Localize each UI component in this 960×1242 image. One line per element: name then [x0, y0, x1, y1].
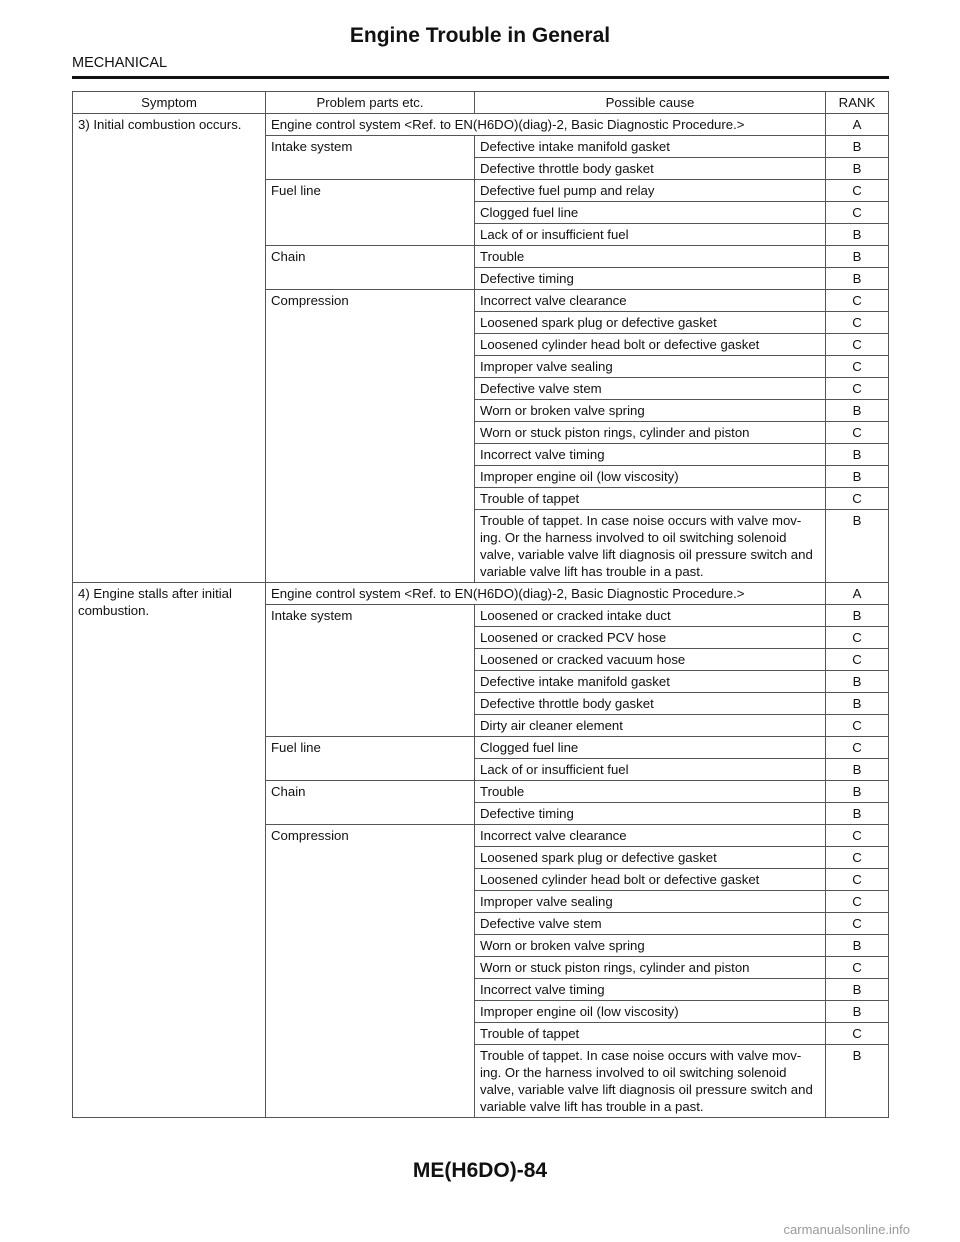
possible-cause-cell: Defective timing — [475, 803, 826, 825]
symptom-cell: 3) Initial combustion occurs. — [73, 114, 266, 583]
column-header-symptom: Symptom — [73, 92, 266, 114]
rank-cell: B — [826, 136, 889, 158]
trouble-table-body — [73, 92, 889, 1118]
rank-cell: B — [826, 158, 889, 180]
possible-cause-cell: Defective intake manifold gasket — [475, 671, 826, 693]
possible-cause-cell: Improper valve sealing — [475, 356, 826, 378]
problem-part-cell: Compression — [266, 825, 475, 1118]
problem-part-cell: Engine control system <Ref. to EN(H6DO)(diag)-2, Basic Diagnostic Procedure.> — [266, 583, 826, 605]
possible-cause-cell: Dirty air cleaner element — [475, 715, 826, 737]
rank-cell: B — [826, 400, 889, 422]
possible-cause-cell: Worn or stuck piston rings, cylinder and piston — [475, 422, 826, 444]
possible-cause-cell: Loosened spark plug or defective gasket — [475, 847, 826, 869]
possible-cause-cell: Loosened cylinder head bolt or defective gasket — [475, 334, 826, 356]
table-row — [73, 583, 889, 605]
possible-cause-cell: Trouble of tappet. In case noise occurs with valve mov- ing. Or the harness involved to oil switching solenoid valve, variable valve lift diagnosis oil pressure switch and variable valve lift has trouble in a past. — [475, 1045, 826, 1118]
possible-cause-cell: Clogged fuel line — [475, 737, 826, 759]
possible-cause-cell: Defective throttle body gasket — [475, 693, 826, 715]
rank-cell: B — [826, 693, 889, 715]
rank-cell: C — [826, 891, 889, 913]
rank-cell: B — [826, 935, 889, 957]
column-header-possible-cause: Possible cause — [475, 92, 826, 114]
possible-cause-cell: Defective throttle body gasket — [475, 158, 826, 180]
rank-cell: B — [826, 466, 889, 488]
possible-cause-cell: Incorrect valve clearance — [475, 825, 826, 847]
rank-cell: B — [826, 671, 889, 693]
problem-part-cell: Engine control system <Ref. to EN(H6DO)(diag)-2, Basic Diagnostic Procedure.> — [266, 114, 826, 136]
rank-cell: B — [826, 979, 889, 1001]
rank-cell: C — [826, 847, 889, 869]
section-label: MECHANICAL — [72, 55, 168, 71]
rank-cell: C — [826, 422, 889, 444]
rank-cell: C — [826, 957, 889, 979]
rank-cell: B — [826, 268, 889, 290]
possible-cause-cell: Trouble — [475, 246, 826, 268]
problem-part-cell: Fuel line — [266, 737, 475, 781]
possible-cause-cell: Loosened cylinder head bolt or defective gasket — [475, 869, 826, 891]
rank-cell: B — [826, 444, 889, 466]
possible-cause-cell: Defective fuel pump and relay — [475, 180, 826, 202]
possible-cause-cell: Incorrect valve timing — [475, 979, 826, 1001]
rank-cell: C — [826, 649, 889, 671]
possible-cause-cell: Lack of or insufficient fuel — [475, 759, 826, 781]
problem-part-cell: Fuel line — [266, 180, 475, 246]
rank-cell: C — [826, 180, 889, 202]
rank-cell: B — [826, 1001, 889, 1023]
rank-cell: C — [826, 334, 889, 356]
rank-cell: B — [826, 246, 889, 268]
possible-cause-cell: Defective valve stem — [475, 378, 826, 400]
rank-cell: C — [826, 869, 889, 891]
rank-cell: B — [826, 759, 889, 781]
possible-cause-cell: Trouble of tappet — [475, 1023, 826, 1045]
possible-cause-cell: Trouble — [475, 781, 826, 803]
rank-cell: B — [826, 605, 889, 627]
rank-cell: B — [826, 224, 889, 246]
table-row — [73, 114, 889, 136]
problem-part-cell: Compression — [266, 290, 475, 583]
rank-cell: B — [826, 510, 889, 583]
rank-cell: C — [826, 488, 889, 510]
possible-cause-cell: Defective timing — [475, 268, 826, 290]
possible-cause-cell: Trouble of tappet — [475, 488, 826, 510]
rank-cell: C — [826, 312, 889, 334]
possible-cause-cell: Incorrect valve timing — [475, 444, 826, 466]
problem-part-cell: Intake system — [266, 136, 475, 180]
column-header-rank: RANK — [826, 92, 889, 114]
rank-cell: C — [826, 627, 889, 649]
trouble-table — [72, 91, 889, 1118]
header-rule — [72, 76, 889, 79]
possible-cause-cell: Loosened or cracked vacuum hose — [475, 649, 826, 671]
table-header-row — [73, 92, 889, 114]
rank-cell: C — [826, 356, 889, 378]
rank-cell: B — [826, 1045, 889, 1118]
possible-cause-cell: Loosened or cracked intake duct — [475, 605, 826, 627]
rank-cell: C — [826, 290, 889, 312]
possible-cause-cell: Improper valve sealing — [475, 891, 826, 913]
symptom-cell: 4) Engine stalls after initial combustion. — [73, 583, 266, 1118]
rank-cell: C — [826, 1023, 889, 1045]
rank-cell: C — [826, 715, 889, 737]
problem-part-cell: Chain — [266, 246, 475, 290]
column-header-problem-parts: Problem parts etc. — [266, 92, 475, 114]
possible-cause-cell: Trouble of tappet. In case noise occurs with valve mov- ing. Or the harness involved to oil switching solenoid valve, variable valve lift diagnosis oil pressure switch and variable valve lift has trouble in a past. — [475, 510, 826, 583]
possible-cause-cell: Improper engine oil (low viscosity) — [475, 1001, 826, 1023]
rank-cell: C — [826, 825, 889, 847]
page-number: ME(H6DO)-84 — [412, 1159, 548, 1182]
rank-cell: A — [826, 114, 889, 136]
rank-cell: B — [826, 781, 889, 803]
watermark: carmanualsonline.info — [783, 1222, 910, 1237]
possible-cause-cell: Clogged fuel line — [475, 202, 826, 224]
page-title: Engine Trouble in General — [349, 24, 611, 47]
rank-cell: C — [826, 202, 889, 224]
rank-cell: C — [826, 378, 889, 400]
possible-cause-cell: Defective valve stem — [475, 913, 826, 935]
rank-cell: A — [826, 583, 889, 605]
possible-cause-cell: Loosened or cracked PCV hose — [475, 627, 826, 649]
rank-cell: B — [826, 803, 889, 825]
problem-part-cell: Intake system — [266, 605, 475, 737]
problem-part-cell: Chain — [266, 781, 475, 825]
possible-cause-cell: Worn or broken valve spring — [475, 935, 826, 957]
rank-cell: C — [826, 737, 889, 759]
possible-cause-cell: Incorrect valve clearance — [475, 290, 826, 312]
possible-cause-cell: Defective intake manifold gasket — [475, 136, 826, 158]
possible-cause-cell: Worn or stuck piston rings, cylinder and piston — [475, 957, 826, 979]
possible-cause-cell: Improper engine oil (low viscosity) — [475, 466, 826, 488]
possible-cause-cell: Worn or broken valve spring — [475, 400, 826, 422]
possible-cause-cell: Lack of or insufficient fuel — [475, 224, 826, 246]
rank-cell: C — [826, 913, 889, 935]
possible-cause-cell: Loosened spark plug or defective gasket — [475, 312, 826, 334]
